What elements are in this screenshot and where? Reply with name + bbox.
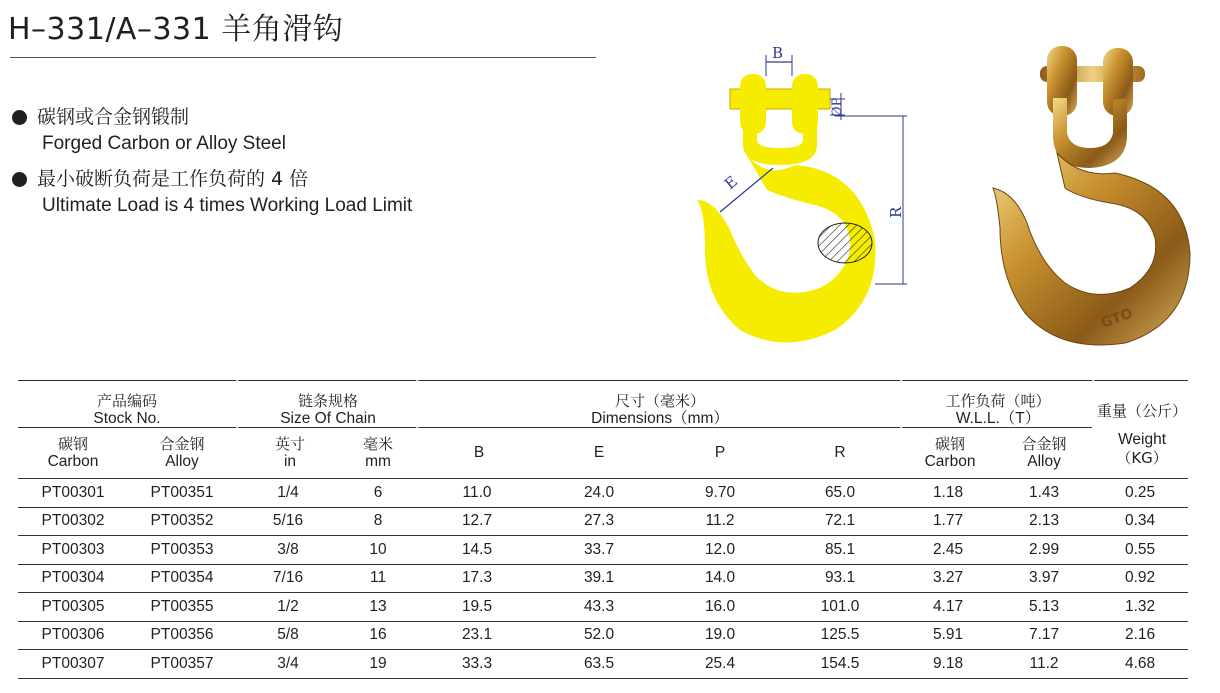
cell-dim-p: 11.2 xyxy=(660,508,780,537)
cell-stock-alloy: PT00353 xyxy=(128,536,236,565)
header-weight-en: Weight （KG） xyxy=(1092,428,1188,478)
cell-chain-in: 5/16 xyxy=(236,508,340,537)
table-row xyxy=(18,478,1188,508)
header-mm: 毫米 mm xyxy=(363,435,394,470)
header-wll: 工作负荷（吨） W.L.L.（T） xyxy=(900,380,1092,428)
cell-dim-r: 101.0 xyxy=(780,593,900,622)
cell-wll-alloy: 7.17 xyxy=(996,622,1092,651)
header-wll-carbon: 碳钢 Carbon xyxy=(900,428,996,478)
feature-en: Ultimate Load is 4 times Working Load Limit xyxy=(42,195,413,216)
cell-dim-e: 39.1 xyxy=(538,565,660,594)
bullet-icon xyxy=(12,172,27,187)
cell-chain-in: 1/4 xyxy=(236,478,340,508)
header-carbon: 碳钢 Carbon xyxy=(47,435,99,470)
cell-weight: 0.92 xyxy=(1092,565,1188,594)
cell-dim-b: 33.3 xyxy=(416,650,538,679)
cell-dim-p: 14.0 xyxy=(660,565,780,594)
feature-item xyxy=(12,104,412,158)
cell-chain-in: 7/16 xyxy=(236,565,340,594)
cell-dim-e: 27.3 xyxy=(538,508,660,537)
cell-dim-p: 16.0 xyxy=(660,593,780,622)
cell-weight: 0.34 xyxy=(1092,508,1188,537)
page-title: H–331/A–331 羊角滑钩 xyxy=(8,12,344,47)
header-alloy: 合金钢 Alloy xyxy=(159,435,205,470)
cell-chain-mm: 19 xyxy=(340,650,416,679)
cell-dim-b: 23.1 xyxy=(416,622,538,651)
cell-chain-in: 5/8 xyxy=(236,622,340,651)
cell-dim-b: 17.3 xyxy=(416,565,538,594)
cell-dim-r: 93.1 xyxy=(780,565,900,594)
header-wll-alloy: 合金钢 Alloy xyxy=(1021,435,1067,470)
cell-dim-e: 43.3 xyxy=(538,593,660,622)
header-chain: 链条规格 Size Of Chain xyxy=(236,380,416,428)
cell-wll-alloy: 11.2 xyxy=(996,650,1092,679)
cell-dim-b: 14.5 xyxy=(416,536,538,565)
cell-wll-carbon: 9.18 xyxy=(900,650,996,679)
cell-dim-b: 19.5 xyxy=(416,593,538,622)
cell-chain-mm: 6 xyxy=(340,478,416,508)
header-e: E xyxy=(593,444,605,461)
cell-wll-carbon: 2.45 xyxy=(900,536,996,565)
cell-chain-in: 3/8 xyxy=(236,536,340,565)
cell-chain-mm: 10 xyxy=(340,536,416,565)
label-b: B xyxy=(772,44,784,62)
table-row xyxy=(18,536,1188,565)
header-weight-zh: 重量（公斤） xyxy=(1092,380,1188,428)
cell-stock-alloy: PT00355 xyxy=(128,593,236,622)
hook-photo xyxy=(985,38,1200,353)
cell-stock-carbon: PT00303 xyxy=(18,536,128,565)
feature-item xyxy=(12,166,412,220)
spec-table xyxy=(18,380,1188,679)
header-in: 英寸 in xyxy=(236,428,340,478)
cell-dim-r: 65.0 xyxy=(780,478,900,508)
table-row xyxy=(18,565,1188,594)
cell-wll-carbon: 5.91 xyxy=(900,622,996,651)
hook-dimension-diagram xyxy=(685,40,935,350)
header-row-sub xyxy=(18,428,1188,478)
cell-chain-mm: 13 xyxy=(340,593,416,622)
cell-stock-carbon: PT00304 xyxy=(18,565,128,594)
cell-wll-carbon: 1.77 xyxy=(900,508,996,537)
cell-wll-alloy: 2.99 xyxy=(996,536,1092,565)
feature-zh: 碳钢或合金钢锻制 xyxy=(37,106,190,128)
cell-dim-p: 25.4 xyxy=(660,650,780,679)
cell-dim-e: 33.7 xyxy=(538,536,660,565)
cell-wll-carbon: 3.27 xyxy=(900,565,996,594)
cell-dim-r: 72.1 xyxy=(780,508,900,537)
cell-stock-alloy: PT00357 xyxy=(128,650,236,679)
feature-list xyxy=(12,104,412,228)
cell-stock-alloy: PT00352 xyxy=(128,508,236,537)
cell-dim-e: 52.0 xyxy=(538,622,660,651)
cell-weight: 2.16 xyxy=(1092,622,1188,651)
label-p: ØP xyxy=(830,97,845,117)
cell-dim-e: 24.0 xyxy=(538,478,660,508)
cell-stock-carbon: PT00305 xyxy=(18,593,128,622)
photo-clevis xyxy=(1053,98,1127,168)
cell-dim-e: 63.5 xyxy=(538,650,660,679)
cell-weight: 4.68 xyxy=(1092,650,1188,679)
title-divider xyxy=(10,57,596,58)
cell-wll-alloy: 1.43 xyxy=(996,478,1092,508)
cell-wll-alloy: 3.97 xyxy=(996,565,1092,594)
cell-chain-mm: 11 xyxy=(340,565,416,594)
cell-weight: 0.25 xyxy=(1092,478,1188,508)
header-p: P xyxy=(714,444,726,461)
cell-dim-r: 125.5 xyxy=(780,622,900,651)
cell-dim-b: 11.0 xyxy=(416,478,538,508)
header-row-groups xyxy=(18,380,1188,428)
cell-wll-alloy: 5.13 xyxy=(996,593,1092,622)
cell-wll-carbon: 1.18 xyxy=(900,478,996,508)
table-row xyxy=(18,508,1188,537)
cell-stock-carbon: PT00306 xyxy=(18,622,128,651)
table-row xyxy=(18,593,1188,622)
header-b: B xyxy=(416,428,538,478)
cell-stock-alloy: PT00354 xyxy=(128,565,236,594)
cell-dim-p: 9.70 xyxy=(660,478,780,508)
table-row xyxy=(18,622,1188,651)
cell-stock-carbon: PT00301 xyxy=(18,478,128,508)
cell-wll-carbon: 4.17 xyxy=(900,593,996,622)
cell-chain-mm: 8 xyxy=(340,508,416,537)
header-r: R xyxy=(834,444,846,461)
cell-dim-p: 19.0 xyxy=(660,622,780,651)
feature-en: Forged Carbon or Alloy Steel xyxy=(42,133,286,154)
feature-zh: 最小破断负荷是工作负荷的 4 倍 xyxy=(37,168,309,190)
header-dimensions: 尺寸（毫米） Dimensions（mm） xyxy=(416,380,900,428)
cell-stock-alloy: PT00356 xyxy=(128,622,236,651)
cell-dim-b: 12.7 xyxy=(416,508,538,537)
photo-stamp: GTO xyxy=(1098,305,1136,332)
cell-weight: 0.55 xyxy=(1092,536,1188,565)
cell-stock-carbon: PT00302 xyxy=(18,508,128,537)
cell-chain-in: 1/2 xyxy=(236,593,340,622)
cell-chain-in: 3/4 xyxy=(236,650,340,679)
cell-stock-alloy: PT00351 xyxy=(128,478,236,508)
label-e: E xyxy=(721,172,741,194)
cell-dim-r: 85.1 xyxy=(780,536,900,565)
cell-dim-p: 12.0 xyxy=(660,536,780,565)
table-row xyxy=(18,650,1188,679)
cell-weight: 1.32 xyxy=(1092,593,1188,622)
header-stock: 产品编码 Stock No. xyxy=(18,380,236,428)
cell-dim-r: 154.5 xyxy=(780,650,900,679)
bullet-icon xyxy=(12,110,27,125)
clevis-body xyxy=(743,110,817,165)
label-r: R xyxy=(887,206,905,218)
cell-stock-carbon: PT00307 xyxy=(18,650,128,679)
cell-wll-alloy: 2.13 xyxy=(996,508,1092,537)
cell-chain-mm: 16 xyxy=(340,622,416,651)
hook-cross-section xyxy=(818,223,872,263)
photo-hook-body xyxy=(993,153,1190,345)
